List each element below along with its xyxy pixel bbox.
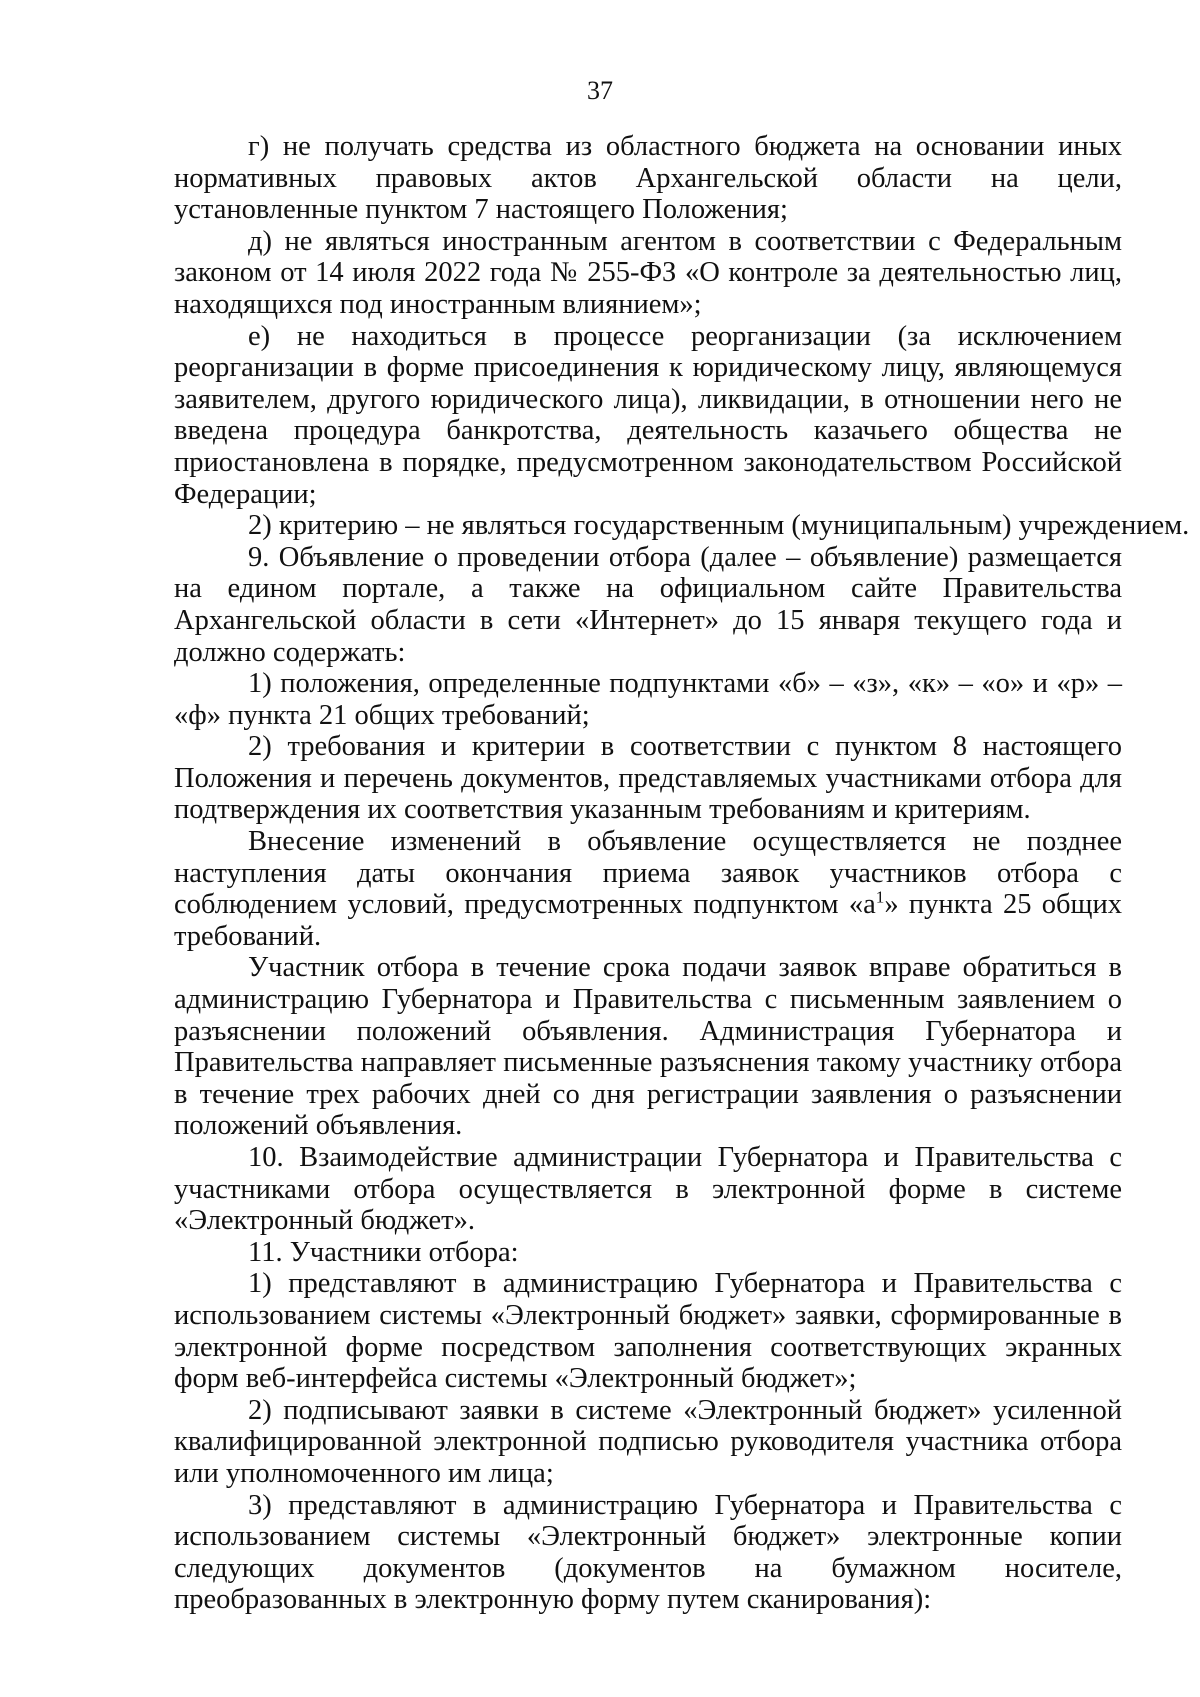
paragraph-item-11-1: 1) представляют в администрацию Губернатора и Правительства с использованием системы «Электронный бюджет» заявки, сформированные в электронной форме посредством заполнения соответствующих экранных форм веб-интерфейса системы «Электронный бюджет»;	[174, 1268, 1122, 1395]
page-number: 37	[587, 76, 613, 105]
paragraph-item-d: д) не являться иностранным агентом в соответствии с Федеральным законом от 14 июля 2022 года № 255-ФЗ «О контроле за деятельностью лиц, находящихся под иностранным влиянием»;	[174, 225, 1122, 320]
paragraph-item-11-2: 2) подписывают заявки в системе «Электронный бюджет» усиленной квалифицированной электронной подписью руководителя участника отбора или уполномоченного им лица;	[174, 1394, 1122, 1489]
paragraph-item-11: 11. Участники отбора:	[248, 1236, 519, 1268]
paragraph-item-11-3: 3) представляют в администрацию Губернатора и Правительства с использованием системы «Электронный бюджет» электронные копии следующих документов (документов на бумажном носителе, преобразованных в электронную форму путем сканирования):	[174, 1489, 1122, 1616]
paragraph-item-9-1: 1) положения, определенные подпунктами «б» – «з», «к» – «о» и «р» – «ф» пункта 21 общих требований;	[174, 668, 1122, 731]
paragraph-item-2-criterion: 2) критерию – не являться государственным (муниципальным) учреждением.	[248, 510, 1190, 542]
paragraph-item-g: г) не получать средства из областного бюджета на основании иных нормативных правовых актов Архангельской области на цели, установленные пунктом 7 настоящего Положения;	[174, 131, 1122, 226]
paragraph-item-9-2: 2) требования и критерии в соответствии с пунктом 8 настоящего Положения и перечень документов, представляемых участниками отбора для подтверждения их соответствия указанным требованиям и критериям.	[174, 731, 1122, 826]
paragraph-changes-tail: » пункта 25 общих требований.	[174, 889, 1123, 952]
paragraph-item-e: е) не находиться в процессе реорганизации (за исключением реорганизации в форме присоединения к юридическому лицу, являющемуся заявителем, другого юридического лица), ликвидации, в отношении него не введена процедура банкротства, деятельность казачьего общества не приостановлена в порядке, предусмотренном законодательством Российской Федерации;	[174, 320, 1122, 510]
paragraph-item-10: 10. Взаимодействие администрации Губернатора и Правительства с участниками отбора осуществляется в электронной форме в системе «Электронный бюджет».	[174, 1142, 1122, 1237]
document-body	[174, 131, 1190, 1616]
superscript-marker: 1	[875, 887, 885, 907]
paragraph-item-9: 9. Объявление о проведении отбора (далее – объявление) размещается на едином портале, а также на официальном сайте Правительства Архангельской области в сети «Интернет» до 15 января текущего года и должно содержать:	[174, 541, 1122, 668]
paragraph-clarification: Участник отбора в течение срока подачи заявок вправе обратиться в администрацию Губернатора и Правительства с письменным заявлением о разъяснении положений объявления. Администрация Губернатора и Правительства направляет письменные разъяснения такому участнику отбора в течение трех рабочих дней со дня регистрации заявления о разъяснении положений объявления.	[174, 952, 1122, 1142]
paragraph-changes-text: Внесение изменений в объявление осуществляется не позднее наступления даты окончания приема заявок участников отбора с соблюдением условий, предусмотренных подпунктом «а	[174, 826, 1122, 921]
paragraph-changes	[174, 826, 1122, 952]
